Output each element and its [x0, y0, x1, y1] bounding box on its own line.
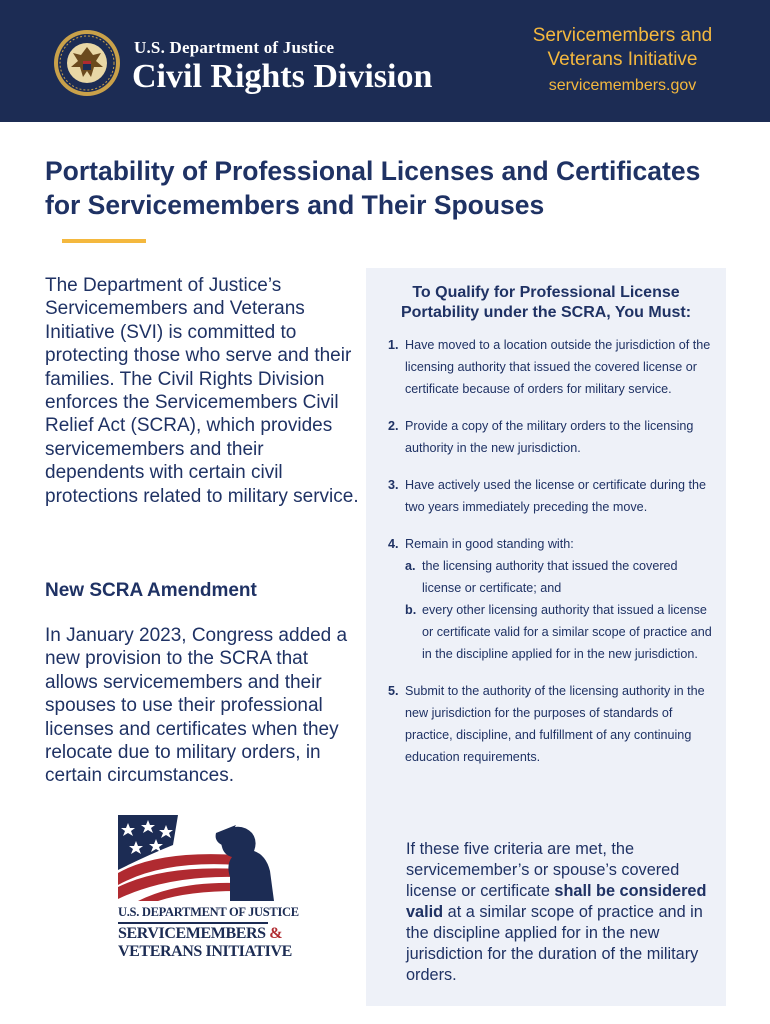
initiative-title-line2: Veterans Initiative — [547, 49, 698, 70]
amendment-heading: New SCRA Amendment — [45, 580, 257, 601]
criteria-text: Have moved to a location outside the jurisdiction of the licensing authority that issued the covered license or certificate because of orders for military service. — [405, 338, 711, 396]
title-underline — [62, 239, 146, 243]
page-title — [45, 154, 745, 222]
initiative-block — [500, 24, 745, 98]
sub-criteria-item — [405, 555, 718, 599]
sub-criteria-letter: a. — [405, 559, 416, 573]
panel-heading-line2: Portability under the SCRA, You Must: — [400, 304, 692, 321]
criteria-item — [388, 533, 718, 665]
sub-criteria-text: every other licensing authority that issued a license or certificate valid for a similar scope of practice and in the discipline applied for in the new jurisdiction. — [422, 603, 712, 661]
amendment-paragraph: In January 2023, Congress added a new provision to the SCRA that allows servicemembers and their spouses to use their professional licenses and certificates when they relocate due to military orders, in certain circumstances. — [45, 625, 348, 787]
panel-heading-line1: To Qualify for Professional License — [412, 284, 680, 301]
logo-department-text: U.S. DEPARTMENT OF JUSTICE — [118, 905, 299, 919]
sub-criteria-text: the licensing authority that issued the covered license or certificate; and — [422, 559, 678, 595]
logo-ampersand: & — [269, 925, 283, 942]
conclusion-text-post: at a similar scope of practice and in the discipline applied for in the new jurisdiction for the duration of the military orders. — [406, 903, 703, 984]
logo-veterans-text: VETERANS INITIATIVE — [118, 943, 292, 960]
division-name: Civil Rights Division — [132, 58, 433, 95]
criteria-number: 3. — [388, 478, 399, 492]
criteria-item — [388, 415, 718, 459]
criteria-text: Provide a copy of the military orders to the licensing authority in the new jurisdiction. — [405, 419, 694, 455]
header-banner — [0, 0, 770, 122]
flag-salute-icon — [118, 815, 278, 901]
criteria-number: 5. — [388, 684, 399, 698]
criteria-text: Have actively used the license or certificate during the two years immediately preceding the move. — [405, 478, 707, 514]
department-name: U.S. Department of Justice — [134, 38, 335, 57]
logo-line1-word: SERVICEMEMBERS — [118, 925, 266, 942]
svi-logo — [118, 815, 299, 965]
page-title-line2: for Servicemembers and Their Spouses — [45, 190, 545, 220]
criteria-item — [388, 334, 718, 400]
qualification-panel — [366, 268, 726, 1006]
criteria-item — [388, 680, 718, 768]
criteria-list — [388, 334, 718, 768]
intro-paragraph: The Department of Justice’s Servicemembers and Veterans Initiative (SVI) is committed to protecting those who serve and their families. The Civil Rights Division enforces the Servicemembers Civil Relief Act (SCRA), which provides servicemembers and their dependents with certain civil protections related to military service. — [45, 275, 359, 507]
conclusion-text-bold: shall be considered valid — [406, 882, 707, 921]
doj-seal-icon — [53, 29, 121, 97]
conclusion-text-pre: If these five criteria are met, the servicemember’s or spouse’s covered license or certificate — [406, 840, 680, 900]
initiative-title-line1: Servicemembers and — [532, 25, 713, 46]
sub-criteria-letter: b. — [405, 603, 417, 617]
criteria-text: Submit to the authority of the licensing authority in the new jurisdiction for the purposes of standards of practice, discipline, and fulfillment of any continuing education requirements. — [405, 684, 705, 764]
conclusion-paragraph — [406, 839, 722, 986]
criteria-number: 4. — [388, 537, 399, 551]
logo-divider — [118, 922, 268, 924]
criteria-number: 2. — [388, 419, 399, 433]
criteria-number: 1. — [388, 338, 399, 352]
website-link[interactable]: servicemembers.gov — [548, 77, 697, 94]
page-title-line1: Portability of Professional Licenses and Certificates — [45, 156, 701, 186]
panel-heading — [366, 283, 726, 323]
criteria-text: Remain in good standing with: — [405, 537, 574, 551]
criteria-item — [388, 474, 718, 518]
logo-servicemembers-text — [118, 925, 282, 943]
sub-criteria-item — [405, 599, 718, 665]
